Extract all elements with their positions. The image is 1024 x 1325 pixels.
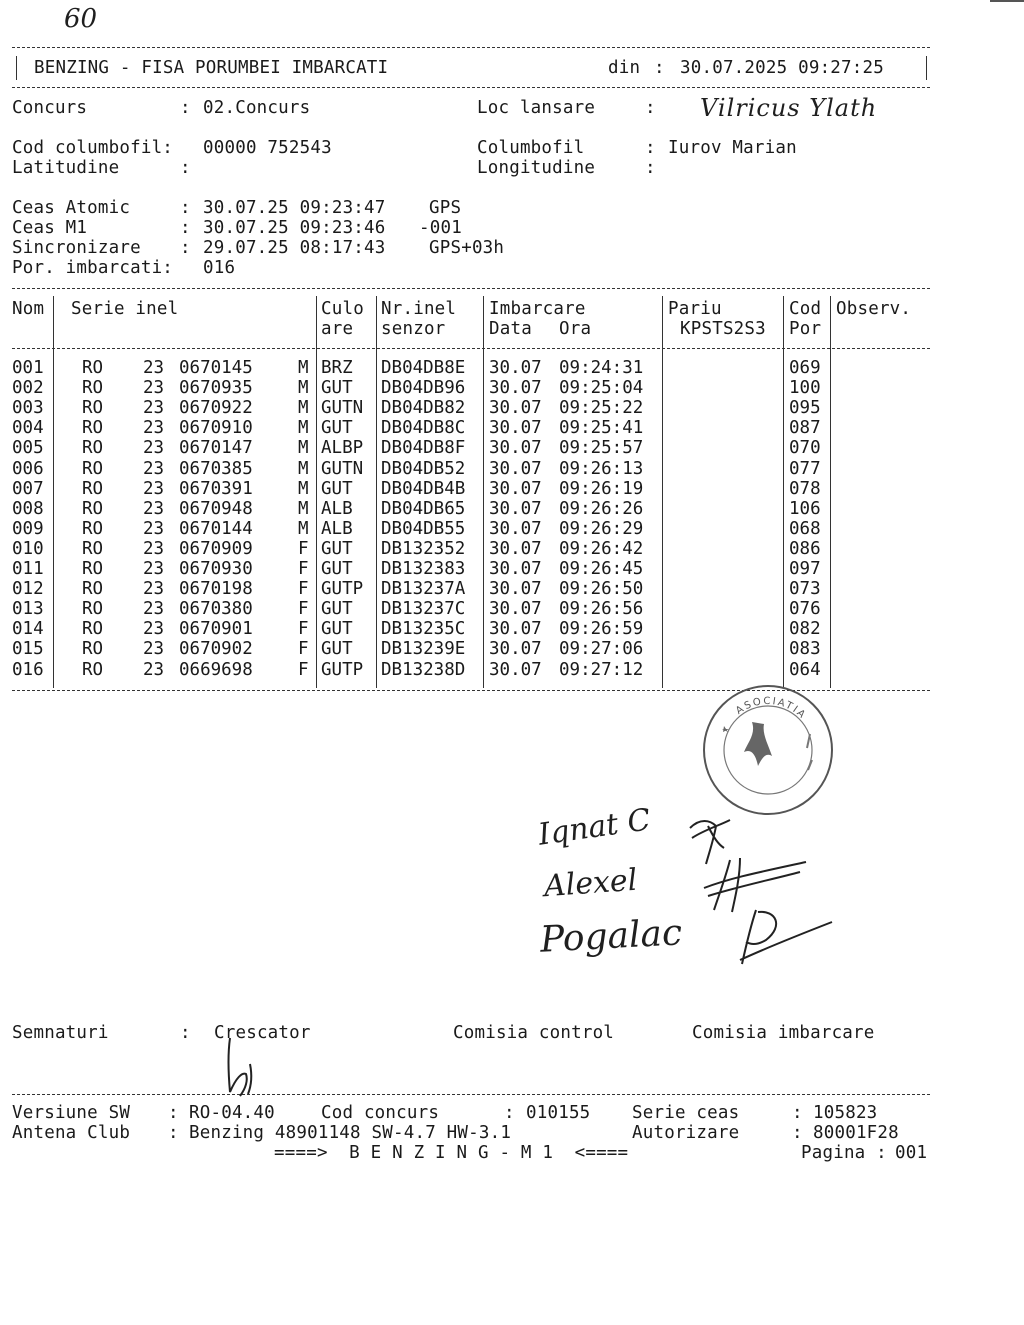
- cell-senzor: DB13235C: [381, 619, 466, 640]
- comisia-control-label: Comisia control: [453, 1023, 615, 1043]
- cod-concurs-value: 010155: [526, 1103, 591, 1123]
- cell-culoare: GUT: [321, 418, 353, 439]
- cell-an: 23: [143, 478, 165, 499]
- col-header-imbarcare: Imbarcare: [489, 299, 586, 319]
- cell-numar: 0670935: [179, 378, 253, 399]
- cell-culoare: GUTN: [321, 458, 364, 479]
- cell-numar: 0670144: [179, 518, 253, 539]
- cell-data: 30.07: [489, 639, 542, 660]
- cell-cod-por: 087: [789, 418, 821, 439]
- cell-tara: RO: [82, 659, 104, 680]
- signature-line-3-name: Pogalac: [539, 912, 684, 961]
- cell-tara: RO: [82, 639, 104, 660]
- cell-sex: M: [298, 518, 309, 539]
- comisia-imbarcare-label: Comisia imbarcare: [692, 1023, 875, 1043]
- cell-sex: M: [298, 498, 309, 519]
- cell-tara: RO: [82, 378, 104, 399]
- cell-tara: RO: [82, 579, 104, 600]
- table-row: [0, 619, 1024, 639]
- cell-cod-por: 076: [789, 599, 821, 620]
- cell-nom: 004: [12, 418, 44, 439]
- cell-senzor: DB13238D: [381, 659, 466, 680]
- cell-data: 30.07: [489, 599, 542, 620]
- sincronizare-source: GPS+03h: [429, 238, 505, 258]
- serie-ceas-colon: :: [792, 1103, 803, 1123]
- ceas-atomic-source: GPS: [429, 198, 462, 218]
- cell-nom: 006: [12, 458, 44, 479]
- cell-cod-por: 070: [789, 438, 821, 459]
- signature-line-2-name: Alexel: [542, 862, 639, 905]
- cell-data: 30.07: [489, 418, 542, 439]
- cell-ora: 09:26:45: [559, 559, 644, 579]
- crescator-signature: [216, 1034, 266, 1098]
- report-date-label: din: [608, 58, 641, 78]
- ceas-m1-colon: :: [180, 218, 191, 238]
- cell-tara: RO: [82, 418, 104, 439]
- cell-culoare: BRZ: [321, 358, 353, 378]
- porumbei-imbarcati-label: Por. imbarcati:: [12, 258, 174, 278]
- cell-tara: RO: [82, 438, 104, 459]
- cell-ora: 09:26:42: [559, 538, 644, 559]
- cell-senzor: DB132352: [381, 538, 466, 559]
- cell-cod-por: 064: [789, 659, 821, 680]
- cell-nom: 014: [12, 619, 44, 640]
- cell-nom: 008: [12, 498, 44, 519]
- cell-an: 23: [143, 438, 165, 459]
- cell-sex: F: [298, 599, 309, 620]
- cod-columbofil-label: Cod columbofil:: [12, 138, 174, 158]
- cell-sex: M: [298, 478, 309, 499]
- cell-senzor: DB13237A: [381, 579, 466, 600]
- table-row: [0, 539, 1024, 559]
- antena-club-value: Benzing 48901148 SW-4.7 HW-3.1: [189, 1123, 512, 1143]
- cell-nom: 002: [12, 378, 44, 399]
- antena-club-colon: :: [168, 1123, 179, 1143]
- autorizare-label: Autorizare: [632, 1123, 740, 1143]
- cell-cod-por: 095: [789, 398, 821, 419]
- semnaturi-colon: :: [180, 1023, 191, 1043]
- cell-culoare: GUT: [321, 619, 353, 640]
- cell-nom: 015: [12, 639, 44, 660]
- table-row: [0, 378, 1024, 398]
- table-row: [0, 459, 1024, 479]
- report-date-colon: :: [654, 58, 665, 78]
- cell-senzor: DB04DB52: [381, 458, 466, 479]
- pagina-value: 001: [895, 1143, 928, 1163]
- cell-tara: RO: [82, 458, 104, 479]
- cell-senzor: DB04DB8E: [381, 358, 466, 378]
- cell-data: 30.07: [489, 478, 542, 499]
- cell-data: 30.07: [489, 498, 542, 519]
- table-row: [0, 579, 1024, 599]
- cell-sex: M: [298, 358, 309, 378]
- cell-an: 23: [143, 599, 165, 620]
- cell-ora: 09:27:12: [559, 659, 644, 680]
- cell-cod-por: 073: [789, 579, 821, 600]
- cell-data: 30.07: [489, 538, 542, 559]
- cell-culoare: ALBP: [321, 438, 364, 459]
- cell-ora: 09:25:04: [559, 378, 644, 399]
- header-top-rule: [12, 47, 930, 48]
- col-header-serie-inel: Serie inel: [71, 299, 179, 319]
- cell-sex: F: [298, 659, 309, 680]
- report-date-value: 30.07.2025 09:27:25: [680, 58, 884, 78]
- col-header-nr-inel: Nr.inel: [381, 299, 457, 319]
- latitudine-colon: :: [180, 158, 191, 178]
- stamp-text: ASOCIATIA: [734, 695, 809, 722]
- cell-senzor: DB04DB8C: [381, 418, 466, 439]
- sincronizare-colon: :: [180, 238, 191, 258]
- cell-tara: RO: [82, 398, 104, 419]
- cell-tara: RO: [82, 538, 104, 559]
- col-header-senzor: senzor: [381, 319, 446, 339]
- cell-ora: 09:26:26: [559, 498, 644, 519]
- cell-an: 23: [143, 619, 165, 640]
- header-bottom-rule: [12, 87, 930, 88]
- cell-numar: 0670145: [179, 358, 253, 378]
- svg-text:ASOCIATIA: [734, 696, 808, 722]
- cell-data: 30.07: [489, 619, 542, 640]
- cell-nom: 011: [12, 559, 44, 579]
- cell-ora: 09:26:29: [559, 518, 644, 539]
- cell-sex: F: [298, 559, 309, 579]
- ceas-atomic-value: 30.07.25 09:23:47: [203, 198, 386, 218]
- cell-data: 30.07: [489, 559, 542, 579]
- pagina-label: Pagina :: [801, 1143, 887, 1163]
- cell-tara: RO: [82, 559, 104, 579]
- porumbei-imbarcati-value: 016: [203, 258, 236, 278]
- col-header-por: Por: [789, 319, 822, 339]
- col-header-culoare: Culo: [321, 299, 364, 319]
- cell-an: 23: [143, 579, 165, 600]
- scan-edge-mark: [990, 0, 1024, 12]
- serie-ceas-value: 105823: [813, 1103, 878, 1123]
- longitudine-colon: :: [645, 158, 656, 178]
- signature-3-mark: [736, 902, 836, 972]
- latitudine-label: Latitudine: [12, 158, 120, 178]
- cell-senzor: DB04DB4B: [381, 478, 466, 499]
- cell-nom: 010: [12, 538, 44, 559]
- cell-ora: 09:25:41: [559, 418, 644, 439]
- autorizare-value: 80001F28: [813, 1123, 899, 1143]
- header-right-border: [926, 56, 927, 80]
- cell-an: 23: [143, 559, 165, 579]
- table-top-rule: [12, 288, 930, 289]
- cell-data: 30.07: [489, 398, 542, 419]
- cell-culoare: ALB: [321, 498, 353, 519]
- semnaturi-label: Semnaturi: [12, 1023, 109, 1043]
- cell-sex: F: [298, 639, 309, 660]
- cell-cod-por: 069: [789, 358, 821, 378]
- cell-numar: 0670902: [179, 639, 253, 660]
- cell-cod-por: 106: [789, 498, 821, 519]
- ceas-atomic-colon: :: [180, 198, 191, 218]
- cell-an: 23: [143, 639, 165, 660]
- cell-senzor: DB132383: [381, 559, 466, 579]
- cell-ora: 09:26:56: [559, 599, 644, 620]
- benzing-banner: ====> B E N Z I N G - M 1 <====: [274, 1143, 629, 1163]
- cell-cod-por: 100: [789, 378, 821, 399]
- cell-sex: M: [298, 458, 309, 479]
- cod-concurs-colon: :: [504, 1103, 515, 1123]
- cell-cod-por: 082: [789, 619, 821, 640]
- cell-an: 23: [143, 518, 165, 539]
- sincronizare-label: Sincronizare: [12, 238, 141, 258]
- cell-ora: 09:27:06: [559, 639, 644, 660]
- signature-line-1-name: Iqnat C: [536, 802, 653, 853]
- ceas-m1-label: Ceas M1: [12, 218, 88, 238]
- cell-numar: 0670910: [179, 418, 253, 439]
- table-row: [0, 559, 1024, 579]
- table-header-rule: [12, 348, 930, 349]
- cod-concurs-label: Cod concurs: [321, 1103, 440, 1123]
- concurs-label: Concurs: [12, 98, 88, 118]
- versiune-sw-colon: :: [168, 1103, 179, 1123]
- cell-numar: 0670198: [179, 579, 253, 600]
- cell-culoare: GUT: [321, 538, 353, 559]
- cell-an: 23: [143, 398, 165, 419]
- longitudine-label: Longitudine: [477, 158, 596, 178]
- cell-numar: 0670380: [179, 599, 253, 620]
- cell-senzor: DB04DB96: [381, 378, 466, 399]
- concurs-value: 02.Concurs: [203, 98, 311, 118]
- col-header-ora: Ora: [559, 319, 592, 339]
- cell-nom: 005: [12, 438, 44, 459]
- cell-an: 23: [143, 418, 165, 439]
- cod-columbofil-value: 00000 752543: [203, 138, 332, 158]
- col-header-culoare-2: are: [321, 319, 354, 339]
- cell-senzor: DB04DB55: [381, 518, 466, 539]
- table-row: [0, 499, 1024, 519]
- cell-nom: 009: [12, 518, 44, 539]
- cell-ora: 09:25:57: [559, 438, 644, 459]
- cell-data: 30.07: [489, 579, 542, 600]
- cell-numar: 0669698: [179, 659, 253, 680]
- report-title: BENZING - FISA PORUMBEI IMBARCATI: [34, 58, 389, 78]
- versiune-sw-value: RO-04.40: [189, 1103, 275, 1123]
- cell-tara: RO: [82, 478, 104, 499]
- header-left-border: [16, 56, 17, 80]
- cell-cod-por: 068: [789, 518, 821, 539]
- cell-data: 30.07: [489, 378, 542, 399]
- col-header-pariu: Pariu: [668, 299, 722, 319]
- table-row: [0, 398, 1024, 418]
- cell-nom: 001: [12, 358, 44, 378]
- cell-data: 30.07: [489, 458, 542, 479]
- columbofil-colon: :: [645, 138, 656, 158]
- cell-data: 30.07: [489, 358, 542, 378]
- cell-senzor: DB04DB8F: [381, 438, 466, 459]
- loc-lansare-handwritten: Vilricus Ylath: [700, 94, 878, 122]
- cell-senzor: DB04DB65: [381, 498, 466, 519]
- columbofil-value: Iurov Marian: [668, 138, 797, 158]
- cell-an: 23: [143, 458, 165, 479]
- cell-numar: 0670901: [179, 619, 253, 640]
- cell-culoare: ALB: [321, 518, 353, 539]
- table-row: [0, 438, 1024, 458]
- versiune-sw-label: Versiune SW: [12, 1103, 131, 1123]
- cell-sex: M: [298, 418, 309, 439]
- col-header-kpsts2s3: KPSTS2S3: [680, 319, 766, 339]
- autorizare-colon: :: [792, 1123, 803, 1143]
- cell-tara: RO: [82, 358, 104, 378]
- cell-cod-por: 097: [789, 559, 821, 579]
- cell-culoare: GUT: [321, 639, 353, 660]
- cell-numar: 0670909: [179, 538, 253, 559]
- table-row: [0, 358, 1024, 378]
- cell-an: 23: [143, 659, 165, 680]
- cell-culoare: GUTP: [321, 659, 364, 680]
- ceas-atomic-label: Ceas Atomic: [12, 198, 131, 218]
- cell-ora: 09:24:31: [559, 358, 644, 378]
- columbofil-label: Columbofil: [477, 138, 585, 158]
- col-header-data: Data: [489, 319, 532, 339]
- cell-sex: F: [298, 579, 309, 600]
- cell-cod-por: 078: [789, 478, 821, 499]
- cell-an: 23: [143, 498, 165, 519]
- cell-ora: 09:25:22: [559, 398, 644, 419]
- cell-senzor: DB04DB82: [381, 398, 466, 419]
- table-row: [0, 599, 1024, 619]
- cell-sex: F: [298, 619, 309, 640]
- table-row: [0, 639, 1024, 659]
- cell-tara: RO: [82, 599, 104, 620]
- cell-ora: 09:26:50: [559, 579, 644, 600]
- cell-sex: M: [298, 398, 309, 419]
- cell-numar: 0670948: [179, 498, 253, 519]
- cell-sex: F: [298, 538, 309, 559]
- cell-ora: 09:26:19: [559, 478, 644, 499]
- cell-cod-por: 083: [789, 639, 821, 660]
- cell-cod-por: 077: [789, 458, 821, 479]
- crescator-label: Crescator: [214, 1023, 311, 1043]
- table-row: [0, 519, 1024, 539]
- cell-tara: RO: [82, 498, 104, 519]
- cell-sex: M: [298, 438, 309, 459]
- footer-top-rule: [12, 1094, 930, 1095]
- cell-culoare: GUT: [321, 599, 353, 620]
- table-row: [0, 418, 1024, 438]
- cell-ora: 09:26:59: [559, 619, 644, 640]
- cell-numar: 0670147: [179, 438, 253, 459]
- loc-lansare-label: Loc lansare: [477, 98, 596, 118]
- cell-an: 23: [143, 538, 165, 559]
- cell-numar: 0670385: [179, 458, 253, 479]
- loc-lansare-colon: :: [645, 98, 656, 118]
- cell-nom: 012: [12, 579, 44, 600]
- cell-nom: 016: [12, 659, 44, 680]
- ceas-m1-diff: -001: [419, 218, 462, 238]
- cell-nom: 003: [12, 398, 44, 419]
- cell-numar: 0670930: [179, 559, 253, 579]
- cell-data: 30.07: [489, 659, 542, 680]
- cell-culoare: GUTP: [321, 579, 364, 600]
- cell-ora: 09:26:13: [559, 458, 644, 479]
- cell-senzor: DB13239E: [381, 639, 466, 660]
- cell-numar: 0670391: [179, 478, 253, 499]
- cell-sex: M: [298, 378, 309, 399]
- cell-data: 30.07: [489, 518, 542, 539]
- col-header-nom: Nom: [12, 299, 45, 319]
- cell-senzor: DB13237C: [381, 599, 466, 620]
- cell-nom: 013: [12, 599, 44, 620]
- cell-nom: 007: [12, 478, 44, 499]
- col-header-cod: Cod: [789, 299, 822, 319]
- association-stamp: [700, 682, 836, 818]
- cell-tara: RO: [82, 619, 104, 640]
- cell-culoare: GUT: [321, 478, 353, 499]
- cell-an: 23: [143, 358, 165, 378]
- ceas-m1-value: 30.07.25 09:23:46: [203, 218, 386, 238]
- table-row: [0, 479, 1024, 499]
- handwritten-page-mark: 60: [64, 4, 98, 34]
- cell-numar: 0670922: [179, 398, 253, 419]
- antena-club-label: Antena Club: [12, 1123, 131, 1143]
- cell-culoare: GUT: [321, 378, 353, 399]
- table-row: [0, 660, 1024, 680]
- cell-an: 23: [143, 378, 165, 399]
- col-header-observ: Observ.: [836, 299, 912, 319]
- cell-cod-por: 086: [789, 538, 821, 559]
- cell-tara: RO: [82, 518, 104, 539]
- cell-culoare: GUT: [321, 559, 353, 579]
- cell-data: 30.07: [489, 438, 542, 459]
- serie-ceas-label: Serie ceas: [632, 1103, 740, 1123]
- concurs-colon: :: [180, 98, 191, 118]
- cell-culoare: GUTN: [321, 398, 364, 419]
- sincronizare-value: 29.07.25 08:17:43: [203, 238, 386, 258]
